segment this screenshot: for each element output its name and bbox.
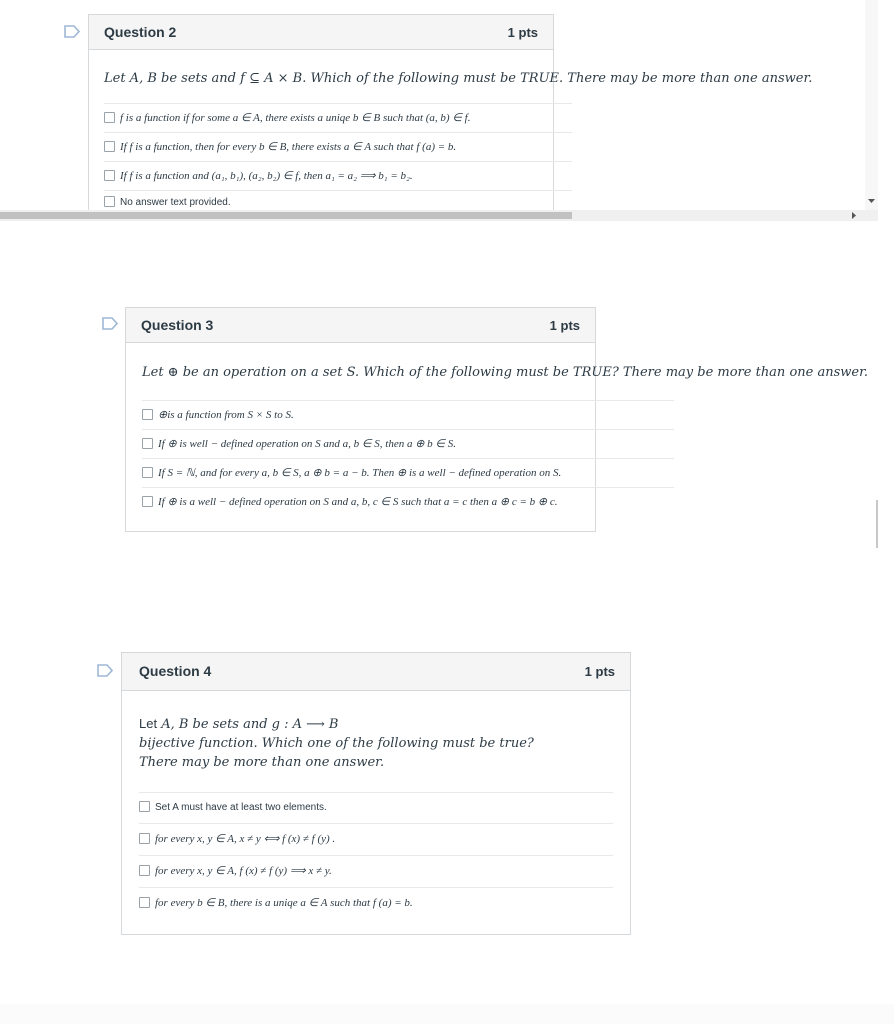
question-text <box>139 714 534 772</box>
question-points: 1 pts <box>507 25 538 40</box>
answer-label: No answer text provided. <box>120 197 231 208</box>
question-title: Question 3 <box>141 317 214 333</box>
answer-label: for every b ∈ B, there is a uniqe a ∈ A such that f (a) = b. <box>155 897 413 909</box>
question-text-line: There may be more than one answer. <box>139 755 385 770</box>
checkbox[interactable] <box>104 170 115 181</box>
horizontal-scrollbar[interactable] <box>0 210 878 221</box>
answer-label: ⊕is a function from S × S to S. <box>158 409 294 421</box>
checkbox[interactable] <box>104 196 115 207</box>
checkbox[interactable] <box>139 801 150 812</box>
answer-option[interactable] <box>142 487 674 516</box>
question-header <box>126 308 595 343</box>
page-footer-band <box>0 1004 894 1024</box>
question-points: 1 pts <box>549 318 580 333</box>
answer-option[interactable] <box>104 190 572 211</box>
checkbox[interactable] <box>104 112 115 123</box>
question-text-line1: A, B be sets and g : A ⟶ B <box>161 717 339 732</box>
question-text: Let ⊕ be an operation on a set S. Which of the following must be TRUE? There may be more than one answer. <box>142 365 869 380</box>
question-title: Question 2 <box>104 24 177 40</box>
answer-label: If ⊕ is a well − defined operation on S and a, b, c ∈ S such that a = c then a ⊕ c = b ⊕ c. <box>158 496 558 508</box>
answer-label: f is a function if for some a ∈ A, there exists a uniqe b ∈ B such that (a, b) ∈ f. <box>120 112 471 124</box>
checkbox[interactable] <box>139 865 150 876</box>
answer-option[interactable] <box>142 400 674 429</box>
answer-list <box>139 792 613 919</box>
answer-option[interactable] <box>142 458 674 487</box>
scroll-down-arrow-icon[interactable] <box>868 199 875 204</box>
scrollbar-thumb[interactable] <box>0 212 572 219</box>
checkbox[interactable] <box>139 833 150 844</box>
question-header <box>89 15 553 50</box>
answer-label: If f is a function and (a₁, b₁), (a₂, b₂) ∈ f, then a₁ = a₂ ⟹ b₁ = b₂. <box>120 170 413 182</box>
checkbox[interactable] <box>142 438 153 449</box>
answer-option[interactable] <box>104 132 572 161</box>
question-title: Question 4 <box>139 663 212 679</box>
scroll-indicator <box>876 500 878 548</box>
answer-label: If f is a function, then for every b ∈ B, there exists a ∈ A such that f (a) = b. <box>120 141 457 153</box>
answer-option[interactable] <box>139 823 613 855</box>
question-points: 1 pts <box>584 664 615 679</box>
answer-option[interactable] <box>139 887 613 919</box>
answer-option[interactable] <box>139 792 613 823</box>
checkbox[interactable] <box>142 467 153 478</box>
checkbox[interactable] <box>104 141 115 152</box>
answer-option[interactable] <box>104 161 572 190</box>
answer-option[interactable] <box>139 855 613 887</box>
answer-option[interactable] <box>142 429 674 458</box>
answer-list <box>104 103 572 211</box>
question-header <box>122 653 630 691</box>
bookmark-flag-icon[interactable] <box>102 317 118 330</box>
checkbox[interactable] <box>142 409 153 420</box>
answer-label: for every x, y ∈ A, f (x) ≠ f (y) ⟹ x ≠ y. <box>155 865 332 877</box>
checkbox[interactable] <box>139 897 150 908</box>
answer-list <box>142 400 674 516</box>
question-text-line <box>139 714 534 734</box>
answer-label: If S = ℕ, and for every a, b ∈ S, a ⊕ b = a − b. Then ⊕ is a well − defined operation on S. <box>158 467 562 479</box>
answer-label: for every x, y ∈ A, x ≠ y ⟺ f (x) ≠ f (y) . <box>155 833 336 845</box>
vertical-scrollbar[interactable] <box>865 0 878 221</box>
answer-label: Set A must have at least two elements. <box>155 802 327 813</box>
scroll-right-arrow-icon[interactable] <box>852 212 857 219</box>
bookmark-flag-icon[interactable] <box>64 25 80 38</box>
checkbox[interactable] <box>142 496 153 507</box>
bookmark-flag-icon[interactable] <box>97 664 113 677</box>
answer-option[interactable] <box>104 103 572 132</box>
answer-label: If ⊕ is well − defined operation on S and a, b ∈ S, then a ⊕ b ∈ S. <box>158 438 456 450</box>
question-text-line: bijective function. Which one of the following must be true? <box>139 736 534 751</box>
question-text: Let A, B be sets and f ⊆ A × B. Which of the following must be TRUE. There may be more than one answer. <box>104 71 813 86</box>
question-text-prefix: Let <box>139 716 158 731</box>
